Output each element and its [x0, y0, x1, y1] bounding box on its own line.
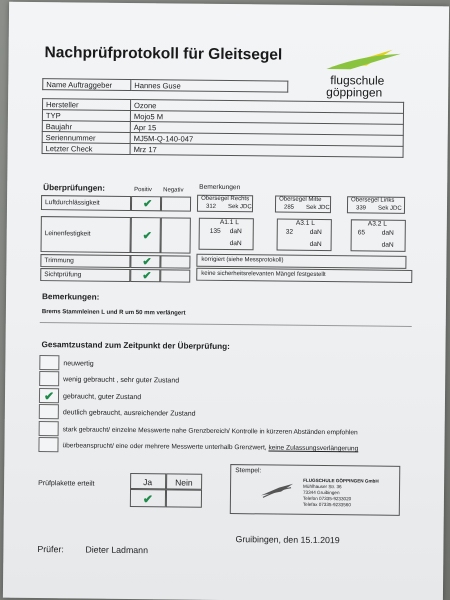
sicht-label: Sichtprüfung [44, 271, 82, 279]
state-option-box[interactable] [39, 404, 59, 419]
leinen-c-unit2: daN [381, 241, 394, 249]
trimmung-note-box [196, 254, 406, 269]
check-icon: ✔ [142, 198, 153, 211]
leinen-c-title: A3.2 L [367, 220, 387, 228]
luft-mitte-unit: Sek JDC [305, 204, 330, 212]
pruefer-label: Prüfer: [37, 544, 64, 555]
glider-label: Seriennummer [42, 132, 130, 144]
plakette-ja-header [130, 473, 166, 489]
glider-value: Mrz 17 [130, 143, 403, 157]
leinen-b-unit2: daN [309, 240, 322, 248]
state-option-label: wenig gebraucht , sehr guter Zustand [63, 376, 180, 385]
stamp-label: Stempel: [235, 467, 262, 475]
glider-value: MJ5M-Q-140-047 [130, 132, 403, 146]
check-icon: ✔ [142, 256, 152, 269]
negativ-header: Negativ [163, 187, 184, 194]
bemerkungen-header: Bemerkungen [199, 183, 241, 192]
glider-label: TYP [42, 110, 130, 122]
luft-links-title: Obersegel Links [351, 197, 395, 204]
glider-value: Mojo5 M [130, 110, 403, 124]
leinen-b-box [277, 219, 332, 252]
leinen-a-title: A1.1 L [219, 218, 239, 227]
sicht-label-cell [40, 268, 130, 282]
state-option-label: deutlich gebraucht, ausreichender Zustand [62, 409, 196, 418]
plakette-ja-label: Ja [143, 477, 153, 488]
leinen-b-unit: daN [309, 228, 322, 236]
trimmung-note: korrigiert (siehe Messprotokoll) [201, 256, 284, 264]
leinen-c-box [351, 219, 406, 252]
luft-mitte-box [275, 196, 331, 214]
logo-text-goeppingen: göppingen [326, 85, 383, 100]
luft-label: Luftdurchlässigkeit [44, 199, 100, 207]
plakette-nein-label: Nein [175, 477, 193, 488]
state-option-label: überbeansprucht/ eine oder mehrere Messwerte unterhalb Grenzwert, [62, 442, 267, 452]
state-option-6 [62, 442, 358, 452]
sicht-note-box [196, 268, 412, 283]
state-option-box-selected[interactable] [39, 388, 59, 403]
trimmung-label: Trimmung [44, 257, 74, 265]
plakette-label: Prüfplakette erteilt [38, 480, 95, 488]
glider-table [42, 98, 405, 158]
state-option-label: gebraucht, guter Zustand [62, 393, 142, 402]
leinen-a-value: 135 [209, 227, 221, 235]
glider-value: Ozone [131, 99, 404, 113]
sicht-note: keine sicherheitsrelevanten Mängel festgestellt [201, 270, 326, 279]
state-option-label: stark gebraucht/ einzelne Messwerte nahe Grenzbereich/ Kontrolle in kürzeren Abständen empfohlen [62, 426, 358, 437]
remarks-text: Brems Stammleinen L und R um 50 mm verlängert [41, 309, 186, 317]
client-table [42, 78, 288, 93]
leinen-negativ-box[interactable] [161, 217, 191, 253]
leinen-b-value: 32 [285, 228, 294, 236]
plakette-ja-box[interactable] [130, 489, 166, 507]
state-option-box[interactable] [39, 421, 59, 436]
luft-rechts-value: 312 [205, 203, 217, 210]
leinen-a-unit: daN [229, 228, 242, 236]
state-option-box[interactable] [39, 355, 59, 370]
luft-rechts-box [197, 195, 253, 213]
logo-text-flugschule: flugschule [330, 73, 385, 88]
glider-label: Baujahr [42, 121, 130, 133]
state-option-box[interactable] [38, 437, 58, 452]
luft-label-cell [41, 195, 131, 211]
stamp-address [303, 478, 379, 509]
leinen-c-unit: daN [381, 229, 394, 237]
stamp-fax: Telefax 07335-9233560 [302, 501, 351, 508]
luft-mitte-title: Obersegel Mitte [279, 196, 322, 203]
stamp-city: 73344 Gruibingen [302, 489, 340, 496]
stamp-logo-icon [259, 481, 295, 499]
stamp-box [230, 464, 401, 516]
leinen-label: Leinenfestigkeit [44, 230, 91, 238]
state-option-underlined: keine Zulassungsverlängerung [268, 444, 359, 453]
client-label: Name Auftraggeber [43, 79, 131, 91]
trimmung-positiv-box[interactable] [130, 255, 160, 268]
sicht-negativ-box[interactable] [160, 269, 190, 282]
sicht-positiv-box[interactable] [130, 269, 160, 282]
positiv-header: Positiv [134, 187, 152, 194]
checks-heading: Überprüfungen: [43, 183, 106, 193]
leinen-a-unit2: daN [229, 240, 242, 248]
state-option-label: neuwertig [63, 360, 94, 368]
table-row [42, 143, 403, 158]
glider-label: Letzter Check [42, 143, 130, 155]
leinen-b-title: A3.1 L [295, 219, 315, 227]
client-value: Hannes Guse [131, 79, 288, 92]
luft-mitte-value: 285 [283, 204, 295, 211]
place-date: Gruibingen, den 15.1.2019 [235, 534, 340, 546]
luft-rechts-title: Obersegel Rechts [201, 195, 250, 203]
check-icon: ✔ [43, 389, 55, 404]
remarks-heading: Bemerkungen: [41, 292, 100, 302]
plakette-nein-box[interactable] [166, 489, 202, 507]
trimmung-negativ-box[interactable] [160, 255, 190, 268]
check-icon: ✔ [142, 230, 152, 243]
check-icon: ✔ [142, 270, 152, 283]
state-option-box[interactable] [39, 371, 59, 386]
glider-value: Apr 15 [130, 121, 403, 135]
glider-label: Hersteller [43, 99, 131, 111]
trimmung-label-cell [40, 254, 130, 268]
stamp-name: FLUGSCHULE GÖPPINGEN GmbH [303, 477, 379, 484]
pruefer-name: Dieter Ladmann [85, 544, 149, 556]
plakette-nein-header [166, 473, 202, 489]
remarks-line [40, 322, 412, 327]
luft-negativ-box[interactable] [161, 196, 191, 211]
leinen-a-box [199, 218, 254, 251]
check-icon: ✔ [142, 492, 154, 507]
luft-links-box [347, 196, 405, 214]
luft-links-value: 339 [355, 205, 367, 212]
leinen-positiv-box[interactable] [131, 217, 161, 253]
luft-links-unit: Sek JDC [377, 205, 402, 212]
page-title: Nachprüfprotokoll für Gleitsegel [44, 44, 283, 64]
stamp-tel: Telefon 07335-9233020 [302, 495, 352, 502]
protocol-sheet [3, 2, 449, 600]
leinen-c-value: 65 [357, 229, 366, 237]
leinen-label-cell [41, 216, 131, 253]
luft-rechts-unit: Sek JDC [227, 204, 252, 211]
state-heading: Gesamtzustand zum Zeitpunkt der Überprüfung: [41, 340, 230, 352]
stamp-street: Mühlhauser Str. 36 [303, 483, 342, 490]
luft-positiv-box[interactable] [131, 196, 161, 211]
